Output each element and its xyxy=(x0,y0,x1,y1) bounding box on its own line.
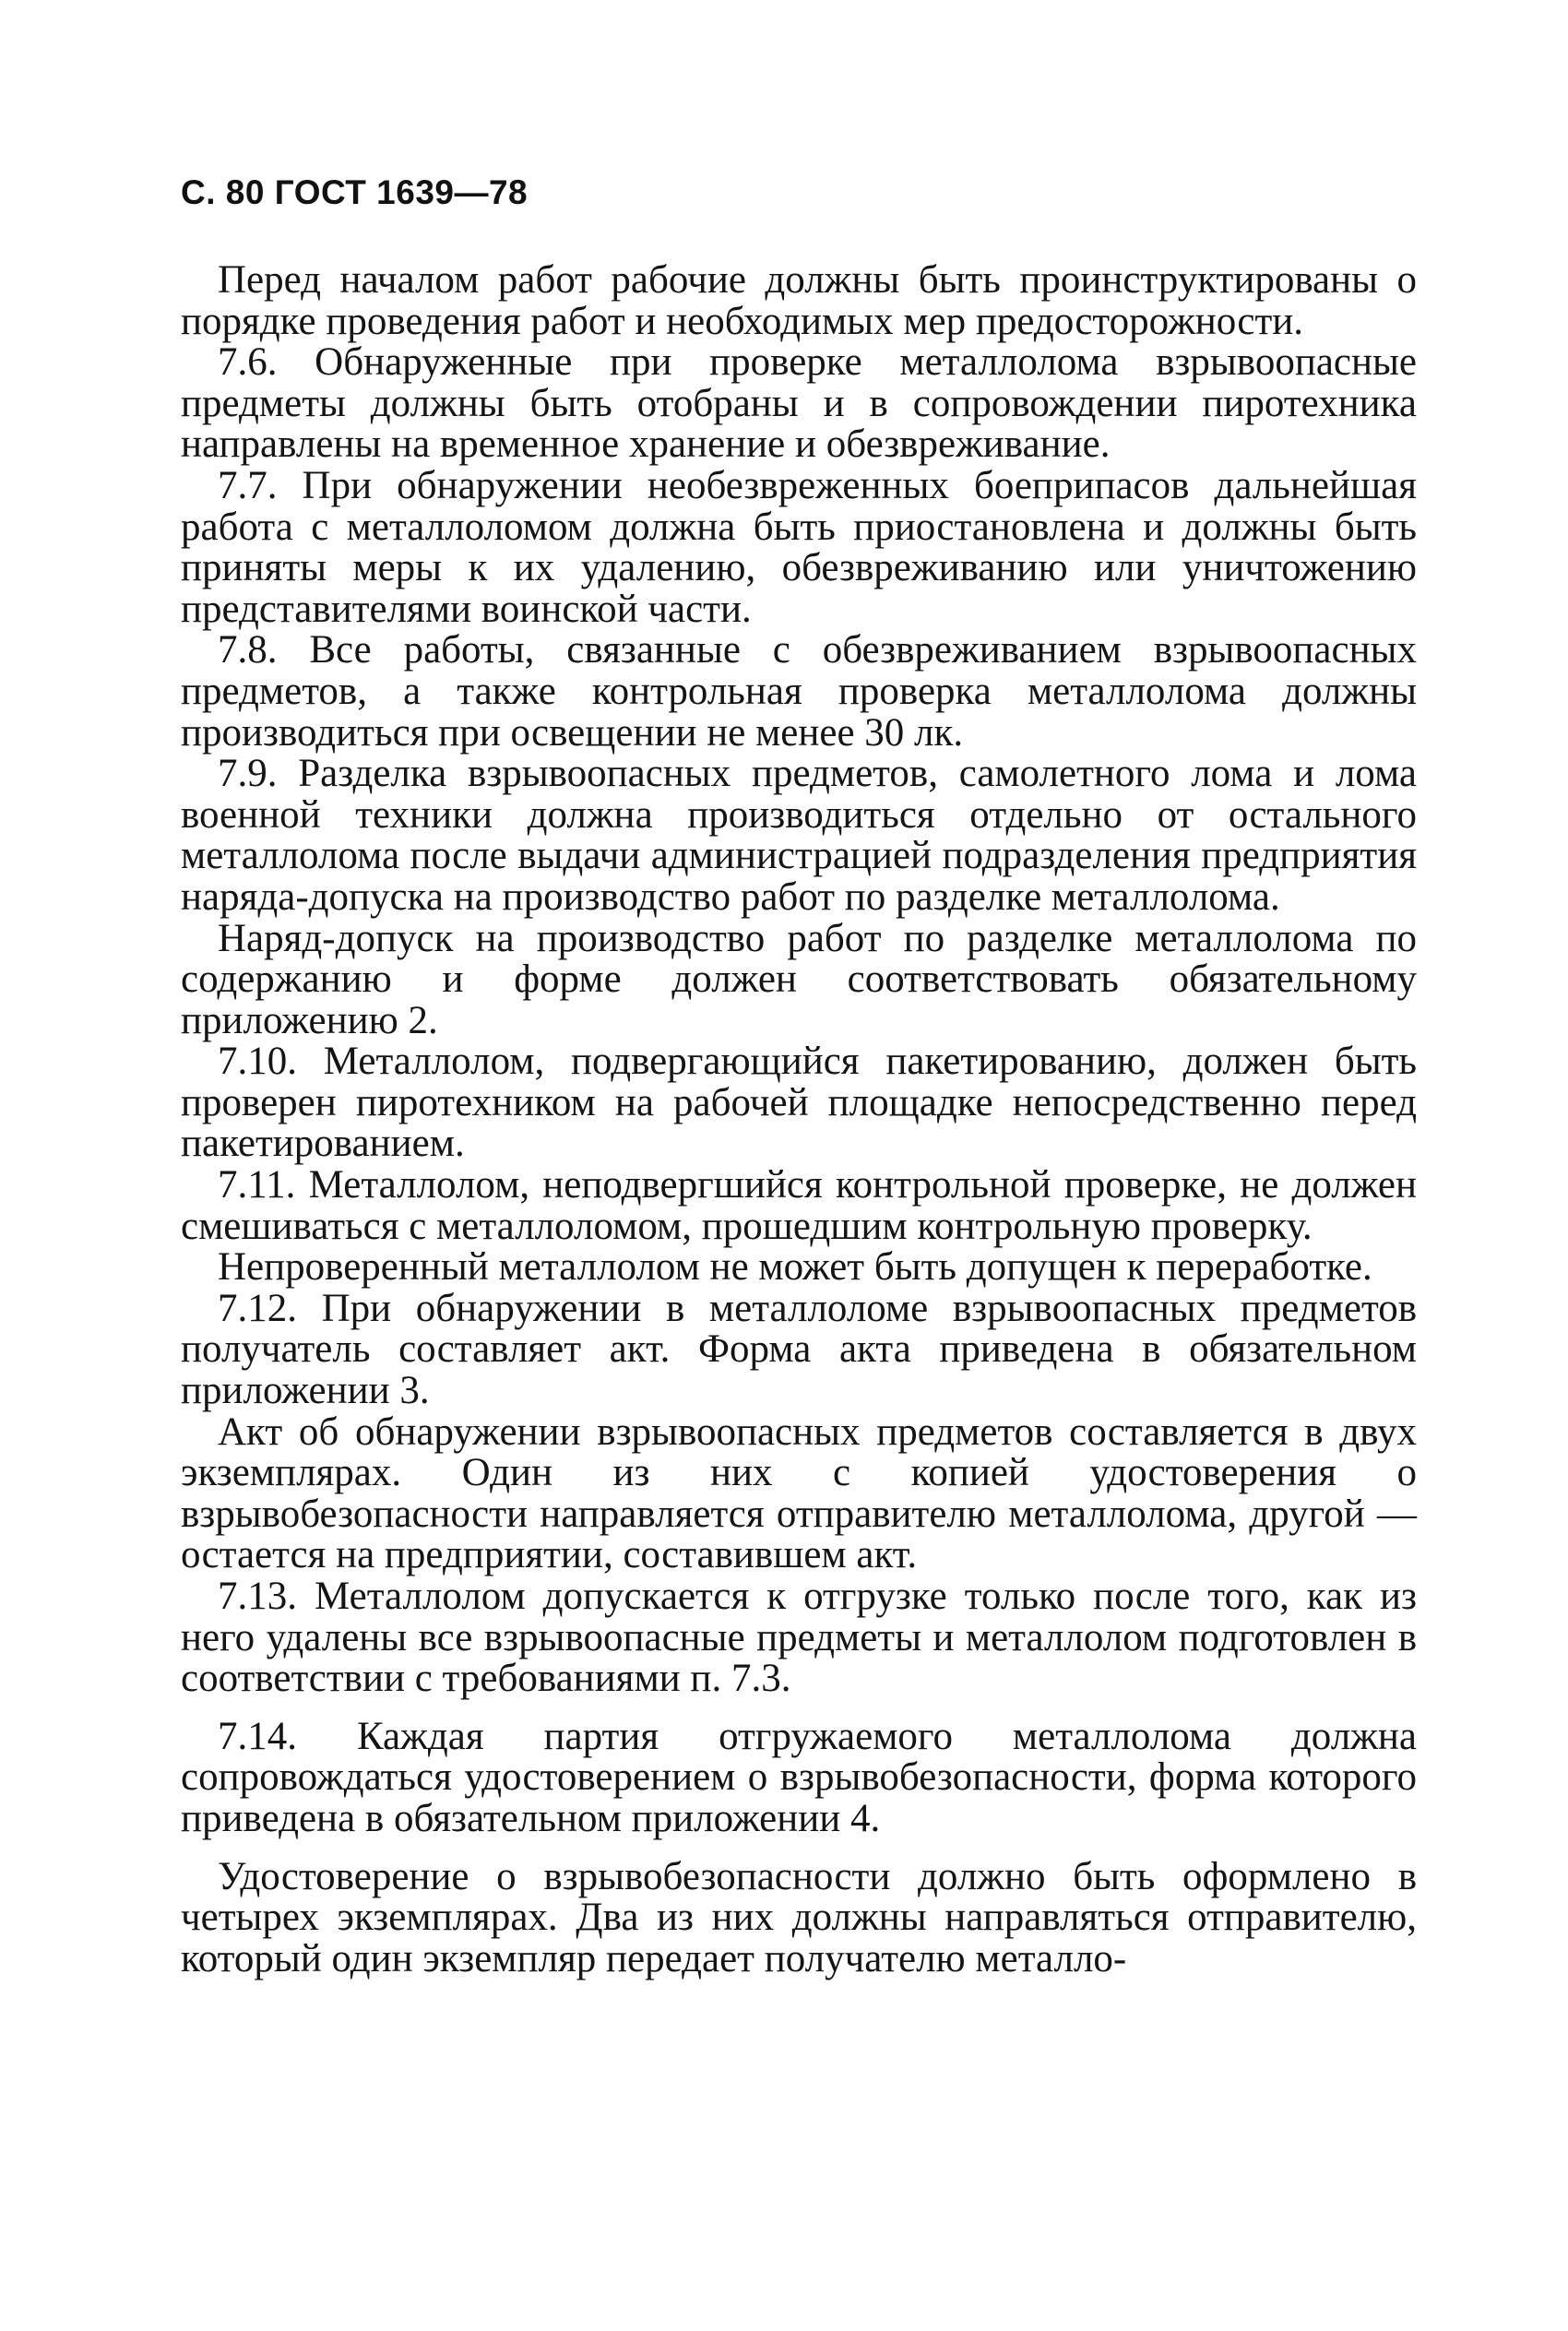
paragraph-7-13: 7.13. Металлолом допускается к отгрузке только после того, как из него удалены все взрывоопасные предметы и металлолом подготовлен в соответствии с требованиями п. 7.3. xyxy=(181,1575,1417,1701)
running-header: С. 80 ГОСТ 1639—78 xyxy=(181,173,529,211)
paragraph-unchecked-scrap: Непроверенный металлолом не может быть допущен к переработке. xyxy=(218,1245,1372,1290)
paragraph-work-permit: Наряд-допуск на производство работ по разделке металлолома по содержанию и форме должен соответствовать обязательному приложению 2. xyxy=(181,916,1417,1042)
paragraph-7-11: 7.11. Металлолом, неподвергшийся контрольной проверке, не должен смешиваться с металлоломом, прошедшим контрольную проверку. xyxy=(181,1163,1417,1248)
paragraph-7-14: 7.14. Каждая партия отгружаемого металлолома должна сопровождаться удостоверением о взрывобезопасности, форма которого приведена в обязательном приложении 4. xyxy=(181,1714,1417,1840)
paragraph-act: Акт об обнаружении взрывоопасных предметов составляется в двух экземплярах. Один из них с копией удостоверения о взрывобезопасности направляется отправителю металлолома, другой — остается на предприятии, составившем акт. xyxy=(181,1409,1417,1577)
paragraph-7-9: 7.9. Разделка взрывоопасных предметов, самолетного лома и лома военной техники должна производиться отдельно от остального металлолома после выдачи администрацией подразделения предприятия наряда-допуска на производство работ по разделке металлолома. xyxy=(181,752,1417,919)
paragraph-7-10: 7.10. Металлолом, подвергающийся пакетированию, должен быть проверен пиротехником на рабочей площадке непосредственно перед пакетированием. xyxy=(181,1040,1417,1166)
paragraph-7-6: 7.6. Обнаруженные при проверке металлолома взрывоопасные предметы должны быть отобраны и в сопровождении пиротехника направлены на временное хранение и обезвреживание. xyxy=(181,340,1417,467)
paragraph-7-7: 7.7. При обнаружении необезвреженных боеприпасов дальнейшая работа с металлоломом должна быть приостановлена и должны быть приняты меры к их удалению, обезвреживанию или уничтожению представителями воинской части. xyxy=(181,463,1417,631)
body-text xyxy=(181,260,1417,1980)
paragraph-7-12: 7.12. При обнаружении в металлоломе взрывоопасных предметов получатель составляет акт. Форма акта приведена в обязательном приложении 3. xyxy=(181,1286,1417,1413)
paragraph-7-8: 7.8. Все работы, связанные с обезвреживанием взрывоопасных предметов, а также контрольная проверка металлолома должны производиться при освещении не менее 30 лк. xyxy=(181,628,1417,755)
paragraph-certificate: Удостоверение о взрывобезопасности должно быть оформлено в четырех экземплярах. Два из них должны направляться отправителю, который один экземпляр передает получателю металло- xyxy=(181,1854,1417,1980)
paragraph-instruction: Перед началом работ рабочие должны быть проинструктированы о порядке проведения работ и необходимых мер предосторожности. xyxy=(181,258,1417,343)
